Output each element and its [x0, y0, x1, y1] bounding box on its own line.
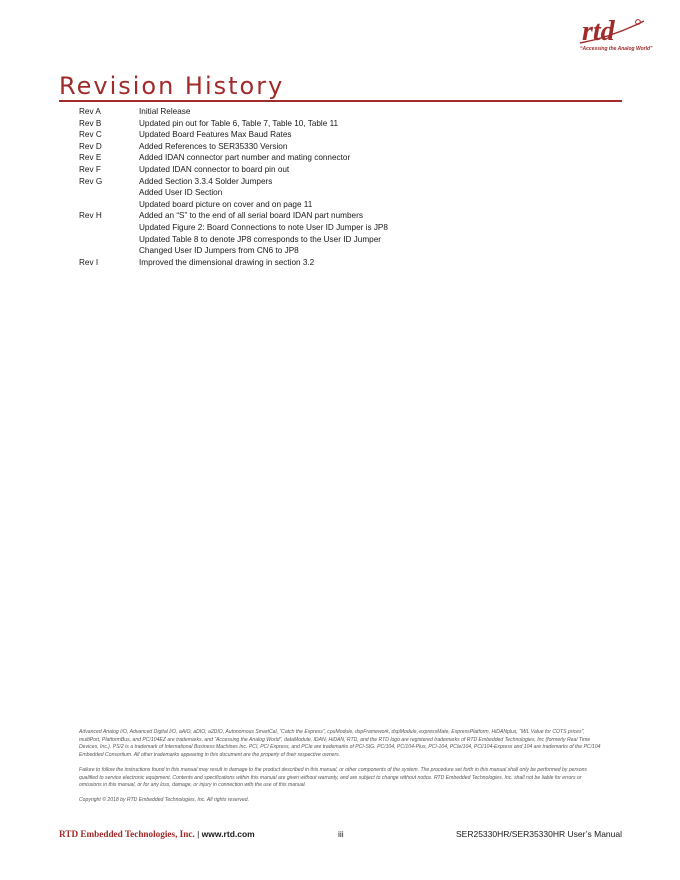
revision-label: Rev H — [79, 211, 102, 221]
revision-changes — [139, 176, 579, 211]
revision-change-line: Updated Board Features Max Baud Rates — [139, 130, 292, 140]
footer-company: RTD Embedded Technologies, Inc. — [59, 829, 195, 839]
footer-separator: | — [194, 829, 202, 839]
revision-change-line: Updated Table 8 to denote JP8 corresponds to the User ID Jumper — [139, 234, 381, 244]
revision-label: Rev D — [79, 141, 102, 151]
revision-label: Rev G — [79, 176, 103, 186]
revision-change-line: Added References to SER35330 Version — [139, 141, 288, 151]
revision-label: Rev B — [79, 118, 102, 128]
revision-row — [79, 257, 579, 269]
manual-title: SER25330HR/SER35330HR User’s Manual — [456, 829, 622, 839]
footer-url[interactable]: www.rtd.com — [201, 829, 255, 839]
revision-change-line: Added IDAN connector part number and mating connector — [139, 153, 351, 163]
revision-change-line: Added Section 3.3.4 Solder Jumpers — [139, 176, 273, 186]
revision-row — [79, 176, 579, 211]
trademark-notice: Advanced Analog I/O, Advanced Digital I/O, aAIO, aDIO, a2DIO, Autonomous SmartCal, “Catch the Express”, cpuModule, dspFramework, dspModule, expressMate, ExpressPlatform, HiDANplus, “MIL Value for COTS prices”, multiPort, PlatformBus, and PC/104EZ are trademarks, and “Accessing the Analog World”, dataModule, IDAN, HiDAN, RTD, and the RTD logo are registered trademarks of RTD Embedded Technologies, Inc (formerly Real Time Devices, Inc.). PS/2 is a trademark of International Business Machines Inc. PCI, PCI Express, and PCIe are trademarks of PCI-SIG. PC/104, PC/104-Plus, PCI-104, PCIe/104, PCI/104-Express and 104 are trademarks of the PC/104 Embedded Consortium. All other trademarks appearing in this document are the property of their respective owners. — [79, 729, 601, 758]
revision-row — [79, 129, 579, 141]
failure-notice: Failure to follow the instructions found in this manual may result in damage to the product described in this manual, or other components of the system. The procedure set forth in this manual shall only be performed by persons qualified to service electronic equipment. Contents and specifications within this manual are given without warranty, and are subject to change without notice. RTD Embedded Technologies, Inc. shall not be liable for errors or omissions in this manual, or for any loss, damage, or injury in connection with the use of this manual. — [79, 767, 587, 789]
revision-changes — [139, 129, 579, 141]
revision-change-line: Initial Release — [139, 107, 191, 116]
revision-change-line: Added an “S” to the end of all serial board IDAN part numbers — [139, 211, 363, 221]
revision-changes — [139, 106, 579, 118]
revision-row — [79, 152, 579, 164]
revision-changes — [139, 141, 579, 153]
revision-row — [79, 210, 579, 256]
revision-label: Rev E — [79, 153, 102, 163]
revision-label: Rev I — [79, 257, 99, 267]
revision-row — [79, 106, 579, 118]
rtd-logo-mark — [574, 16, 648, 46]
revision-changes — [139, 210, 579, 256]
revision-changes — [139, 257, 579, 269]
revision-change-line: Updated IDAN connector to board pin out — [139, 164, 290, 174]
revision-row — [79, 141, 579, 153]
revision-table — [79, 106, 579, 268]
revision-label: Rev F — [79, 164, 101, 174]
footer-left — [59, 829, 255, 839]
revision-change-line: Updated pin out for Table 6, Table 7, Table 10, Table 11 — [139, 118, 339, 128]
revision-row — [79, 164, 579, 176]
revision-changes — [139, 118, 579, 130]
revision-change-line: Added User ID Section — [139, 188, 223, 198]
revision-changes — [139, 164, 579, 176]
title-divider — [59, 100, 622, 102]
copyright-notice: Copyright © 2018 by RTD Embedded Technologies, Inc. All rights reserved. — [79, 797, 250, 803]
revision-changes — [139, 152, 579, 164]
revision-change-line: Improved the dimensional drawing in section 3.2 — [139, 257, 315, 267]
page-number: iii — [338, 829, 344, 839]
revision-change-line: Updated Figure 2: Board Connections to note User ID Jumper is JP8 — [139, 222, 388, 232]
page-footer — [59, 829, 622, 841]
revision-row — [79, 118, 579, 130]
revision-label: Rev C — [79, 130, 102, 140]
revision-label: Rev A — [79, 107, 101, 116]
page-title: Revision History — [59, 72, 285, 100]
logo-tagline: “Accessing the Analog World” — [580, 46, 653, 52]
revision-change-line: Updated board picture on cover and on page 11 — [139, 199, 313, 209]
revision-change-line: Changed User ID Jumpers from CN6 to JP8 — [139, 246, 299, 256]
rtd-logo-text: rtd — [582, 16, 615, 46]
